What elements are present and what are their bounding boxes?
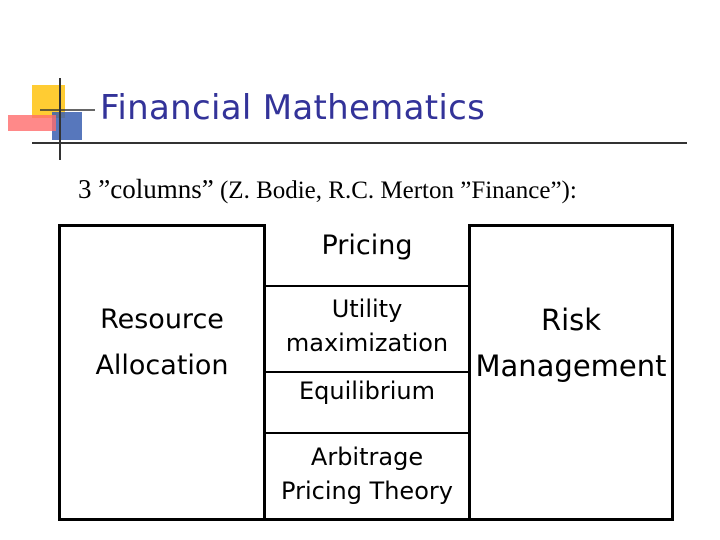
risk-management-line1: Risk (540, 303, 602, 337)
pricing-label: Pricing (321, 230, 413, 261)
utility-maximization-cell (266, 287, 468, 373)
utility-maximization-label (266, 292, 468, 360)
subtitle-citation: (Z. Bodie, R.C. Merton ”Finance”): (213, 177, 577, 204)
risk-management-line2: Management (475, 349, 667, 383)
title-divider (32, 142, 687, 144)
logo-red-bar (8, 115, 56, 131)
utility-line1: Utility (331, 295, 403, 323)
risk-management-label (471, 297, 671, 389)
slide-logo-graphic (0, 0, 100, 170)
subtitle-columns: 3 ”columns” (78, 174, 214, 204)
column-pricing (263, 224, 471, 521)
column-risk-management (468, 224, 674, 521)
apt-line1: Arbitrage (310, 443, 424, 471)
equilibrium-label: Equilibrium (299, 377, 435, 405)
resource-allocation-line2: Allocation (95, 350, 229, 381)
column-resource-allocation (58, 224, 266, 521)
equilibrium-cell (266, 373, 468, 434)
apt-line2: Pricing Theory (281, 477, 453, 505)
page-title: Financial Mathematics (100, 88, 486, 128)
subtitle (78, 174, 577, 205)
utility-line2: maximization (285, 329, 449, 357)
pricing-header-cell (266, 224, 468, 287)
resource-allocation-label (61, 297, 263, 389)
resource-allocation-line1: Resource (100, 304, 224, 335)
arbitrage-pricing-theory-cell (266, 434, 468, 518)
arbitrage-pricing-theory-label (266, 440, 468, 508)
logo-blue-square (52, 112, 82, 140)
